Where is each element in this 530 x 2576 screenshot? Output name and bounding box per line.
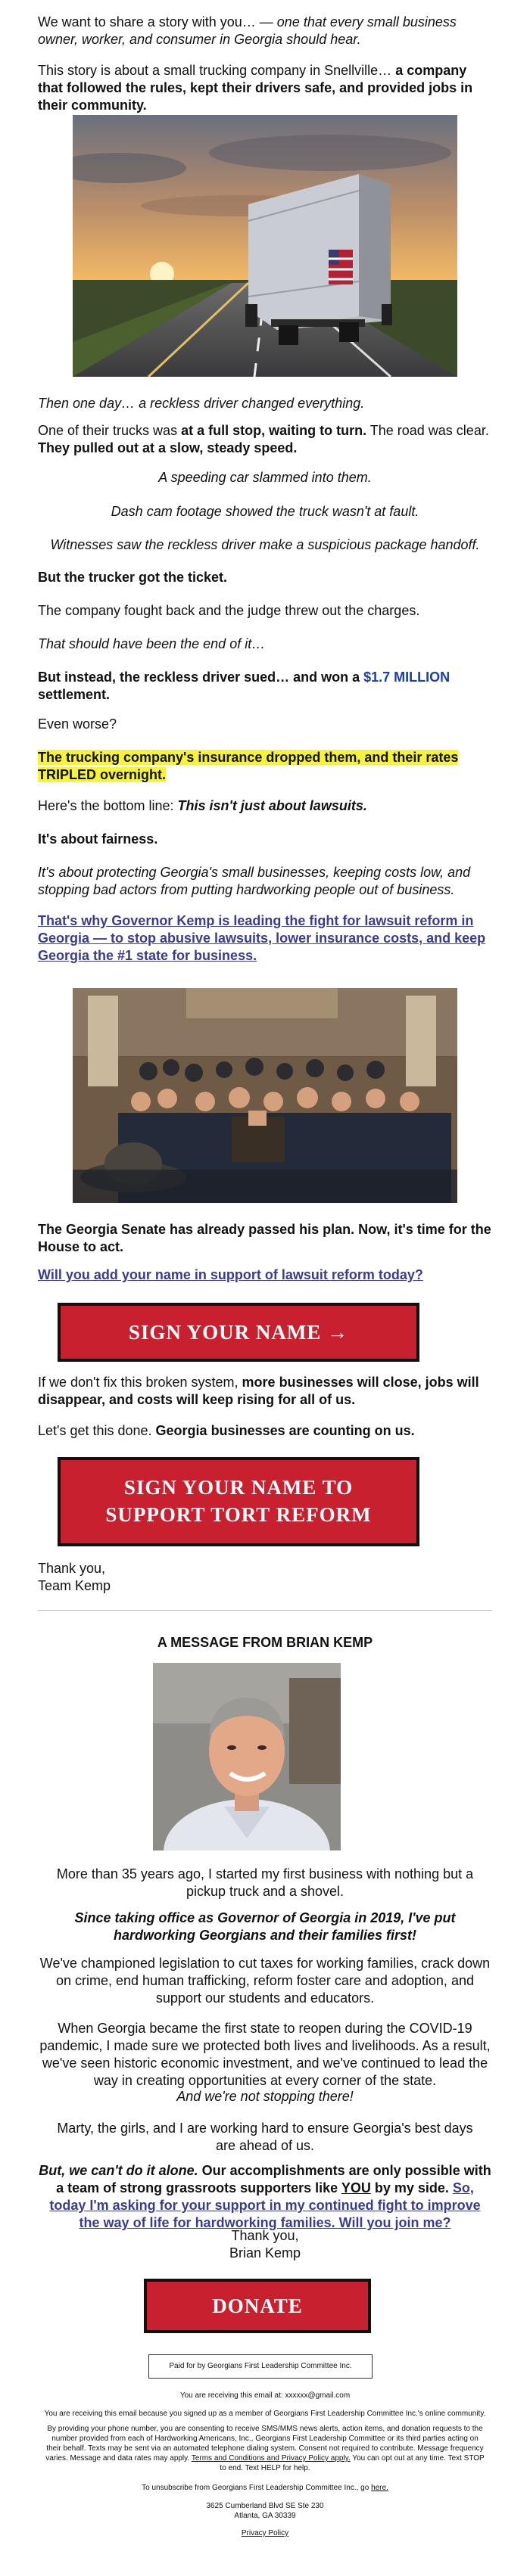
story-worse: Even worse? [38, 716, 117, 732]
fix-lead: If we don't fix this broken system, [38, 1375, 242, 1390]
kemp-reform-link[interactable]: That's why Governor Kemp is leading the fight for lawsuit reform in Georgia — to stop abusive lawsuits, lower insurance costs, and keep Georgia the #1 state for business. [38, 913, 486, 963]
intro-emphasis: one that every small business owner, worker, and consumer in Georgia should hear. [38, 14, 457, 47]
donate-button[interactable]: DONATE [144, 2279, 371, 2333]
section-divider [38, 1610, 492, 1611]
senate-passed: The Georgia Senate has already passed his plan. Now, it's time for the House to act. [38, 1222, 491, 1254]
cant-do-alone: But, we can't do it alone. [39, 2163, 198, 2178]
kemp-governor: Since taking office as Governor of Georgia in 2019, I've put hardworking Georgians and their families first! [74, 1910, 456, 1943]
address-line-1: 3625 Cumberland Blvd SE Ste 230 [206, 2502, 324, 2510]
story-bold-2: They pulled out at a slow, steady speed. [38, 440, 298, 455]
story-should: That should have been the end of it… [38, 636, 266, 651]
team-signature: Team Kemp [38, 1578, 111, 1593]
grassroots-text: Our accomplishments are only possible with a team of strong grassroots supporters like [56, 2163, 491, 2195]
story-mid: The road was clear. [366, 423, 489, 438]
kemp-first-business: More than 35 years ago, I started my first business with nothing but a pickup truck and a shovel. [56, 1866, 474, 1899]
story-bottom-line [38, 797, 492, 815]
story-bold-1: at a full stop, waiting to turn. [181, 423, 367, 438]
sms-consent [45, 2424, 485, 2473]
fix-bold: more businesses will close, jobs will disappear, and costs will keep rising for all of us. [38, 1375, 479, 1407]
intro-paragraph-1 [38, 14, 492, 48]
story-insurance [38, 749, 462, 784]
done-bold: Georgia businesses are counting on us. [155, 1423, 415, 1438]
intro-bold: a company that followed the rules, kept their drivers safe, and provided jobs in their community. [38, 63, 473, 113]
sign-tort-reform-button[interactable]: SIGN YOUR NAME TO SUPPORT TORT REFORM [58, 1457, 419, 1546]
intro-paragraph-2 [38, 62, 492, 114]
unsubscribe-text: To unsubscribe from Georgians First Leadership Committee Inc., go [142, 2484, 372, 2492]
story-protect: It's about protecting Georgia's small businesses, keeping costs low, and stopping bad actors from putting hardworking people out of business. [38, 865, 471, 897]
optout-text: You can opt out at any time. Text STOP to end. Text HELP for help. [220, 2454, 485, 2472]
intro-lead-2: This story is about a small trucking company in Snellville… [38, 63, 396, 78]
unsubscribe-link[interactable]: here. [371, 2484, 388, 2492]
unsubscribe-line [38, 2483, 492, 2493]
intro-lead: We want to share a story with you… — [38, 14, 277, 30]
add-name-link[interactable]: Will you add your name in support of lawsuit reform today? [38, 1267, 423, 1282]
story-done [38, 1422, 492, 1440]
receiving-email: You are receiving this email at: xxxxxx@gmail.com [179, 2391, 351, 2400]
rally-photo [73, 988, 457, 1203]
kemp-not-stopping: And we're not stopping there! [176, 2089, 354, 2104]
kemp-signature: Brian Kemp [229, 2245, 301, 2261]
sued-lead: But instead, the reckless driver sued… and won a [38, 670, 364, 685]
kemp-legislation: We've championed legislation to cut taxes for working families, crack down on crime, end human trafficking, reform foster care and adoption, and support our students and educators. [39, 1956, 491, 2006]
you-emphasis: YOU [341, 2180, 371, 2195]
story-fought: The company fought back and the judge threw out the charges. [38, 603, 420, 618]
kemp-grassroots [38, 2162, 492, 2232]
story-sued [38, 669, 492, 704]
paid-for-box: Paid for by Georgians First Leadership Committee Inc. [148, 2354, 373, 2379]
truck-photo [73, 115, 457, 377]
kemp-heading: A MESSAGE FROM BRIAN KEMP [157, 1635, 373, 1650]
kemp-family: Marty, the girls, and I are working hard to ensure Georgia's best days are ahead of us. [57, 2121, 473, 2153]
story-lead: One of their trucks was [38, 423, 182, 438]
settlement-amount: $1.7 MILLION [363, 670, 450, 685]
kemp-thanks: Thank you, [231, 2228, 299, 2243]
sign-your-name-button[interactable]: SIGN YOUR NAME → [58, 1303, 419, 1362]
bottom-lead: Here's the bottom line: [38, 798, 178, 813]
address-line-2: Atlanta, GA 30339 [234, 2512, 296, 2520]
consent-text: By providing your phone number, you are consenting to receive SMS/MMS news alerts, action items, and donation requests to the number provided from each of Hardworking Americans, Inc., Georgians First Leadership Committee or its third parties acting on their behalf. Texts may be sent via an automated telephone dialing system. Consent not required to contribute. Message frequency varies. Message and data rates may apply. [45, 2425, 484, 2463]
sued-tail: settlement. [38, 687, 111, 702]
insurance-highlight: The trucking company's insurance dropped them, and their rates TRIPLED overnight. [38, 750, 459, 782]
team-thanks: Thank you, [38, 1561, 106, 1576]
terms-link[interactable]: Terms and Conditions and Privacy Policy apply. [191, 2454, 351, 2463]
story-changed: Then one day… a reckless driver changed everything. [38, 396, 365, 411]
story-dashcam: Dash cam footage showed the truck wasn't at fault. [111, 504, 419, 519]
by-my-side: by my side. [370, 2180, 453, 2195]
signup-notice: You are receiving this email because you signed up as a member of Georgians First Leadership Committee Inc.'s online community. [44, 2410, 486, 2418]
join-me-link[interactable]: So, today I'm asking for your support in my continued fight to improve the way of life for hardworking families. Will you join me? [49, 2180, 481, 2230]
story-fix [38, 1374, 492, 1409]
brian-kemp-portrait [153, 1663, 341, 1850]
story-full-stop [38, 422, 492, 457]
bottom-emphasis: This isn't just about lawsuits. [177, 798, 367, 813]
story-fairness: It's about fairness. [38, 831, 158, 847]
story-ticket: But the trucker got the ticket. [38, 570, 228, 585]
privacy-policy-link[interactable]: Privacy Policy [241, 2529, 289, 2537]
story-witness: Witnesses saw the reckless driver make a suspicious package handoff. [50, 537, 480, 552]
story-slam: A speeding car slammed into them. [158, 470, 372, 485]
done-lead: Let's get this done. [38, 1423, 156, 1438]
kemp-covid: When Georgia became the first state to reopen during the COVID-19 pandemic, I made sure we protected both lives and livelihoods. As a result, we've seen historic economic investment, and we've continued to lead the way in creating opportunities at every corner of the state. [39, 2021, 491, 2088]
